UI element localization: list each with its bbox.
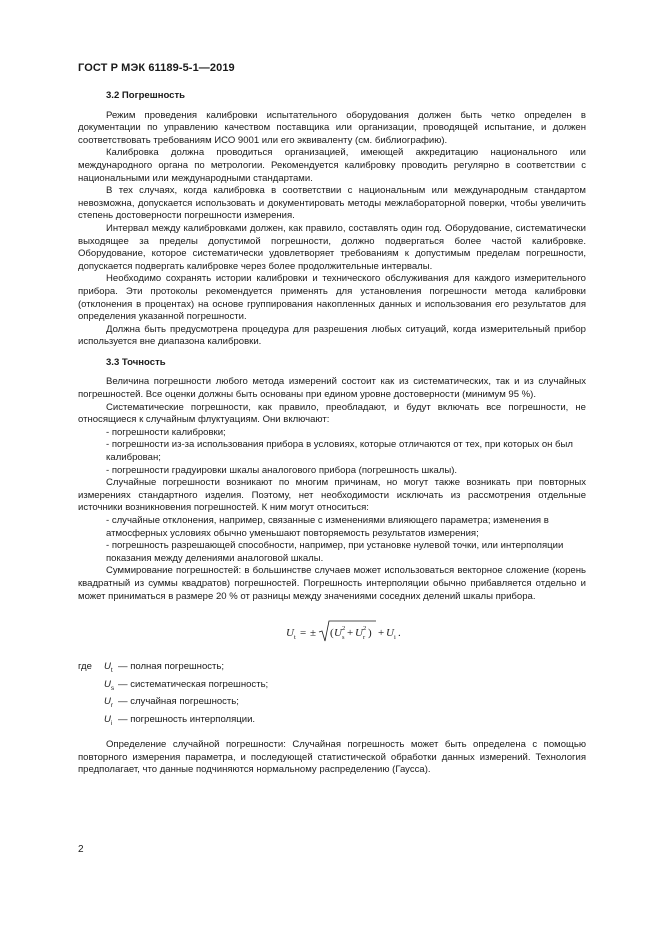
definition-text: — систематическая погрешность; bbox=[118, 678, 269, 690]
svg-text:2: 2 bbox=[342, 625, 346, 633]
list-item: - погрешность разрешающей способности, например, при установке нулевой точки, или интерполяции показания между делениями аналоговой шкалы. bbox=[106, 540, 564, 564]
svg-text:.: . bbox=[398, 627, 401, 640]
page-content bbox=[78, 90, 586, 777]
list-item: - погрешности из-за использования прибора в условиях, которые отличаются от тех, при которых он был калиброван; bbox=[106, 439, 573, 464]
symbol: $U_s$ bbox=[104, 678, 115, 692]
section-3-2-title: 3.2 Погрешность bbox=[106, 90, 186, 101]
svg-text:2: 2 bbox=[363, 625, 367, 633]
symbol-definitions bbox=[78, 661, 586, 731]
svg-text:s: s bbox=[342, 634, 345, 642]
svg-text:U: U bbox=[386, 627, 394, 640]
formula-graphic bbox=[286, 615, 406, 649]
paragraph: Величина погрешности любого метода измерений состоит как из систематических, так и из случайных погрешностей. Все оценки должны быть основаны при едином уровне достоверности (минимум 95 %). bbox=[78, 376, 586, 401]
paragraph: Суммирование погрешностей: в большинстве случаев может использоваться векторное сложение (корень квадратный из суммы квадратов) погрешностей. Погрешность интерполяции обычно прибавляется отдельно и может приниматься в размере 20 % от разницы между значениями соседних делений шкалы прибора. bbox=[78, 565, 586, 602]
svg-text:i: i bbox=[394, 634, 396, 642]
definition-row bbox=[78, 714, 586, 732]
paragraph: Определение случайной погрешности: Случайная погрешность может быть определена с помощью повторного измерения параметра, и последующей статистической обработки данных измерений. Технология предполагает, что данные подчиняются нормальному распределению (Гаусса). bbox=[78, 739, 586, 776]
total-error-formula bbox=[78, 615, 586, 649]
list-item: - случайные отклонения, например, связанные с изменениями влияющего параметра; изменения в атмосферных условиях обычно уменьшают повторяемость результатов измерения; bbox=[106, 515, 549, 539]
svg-text:U: U bbox=[355, 627, 363, 640]
definition-text: — погрешность интерполяции. bbox=[118, 713, 256, 725]
paragraph: В тех случаях, когда калибровка в соответствии с национальным или международным стандартом невозможна, допускается использовать и документировать методы межлабораторной поверки, чтобы увеличить степень достоверности погрешности измерения. bbox=[78, 185, 586, 222]
paragraph: Интервал между калибровками должен, как правило, составлять один год. Оборудование, систематически выходящее за пределы допустимой погрешности, должно подвергаться более частой калибровке. Оборудование, которое систематически удовлетворяет требованиям к допустимым пределам погрешности, допускается подвергать калибровке через более продолжительные интервалы. bbox=[78, 222, 586, 272]
standard-header: ГОСТ Р МЭК 61189-5-1—2019 bbox=[78, 62, 235, 74]
svg-text:r: r bbox=[363, 634, 366, 642]
svg-text:(: ( bbox=[330, 627, 334, 640]
paragraph: Необходимо сохранять истории калибровки и технического обслуживания для каждого измерительного прибора. Эти протоколы рекомендуется применять для установления погрешности метода калибровки (отклонения в процентах) на основе группирования накопленных данных и использования его результатов для определения указанной погрешности. bbox=[78, 273, 586, 323]
definition-row bbox=[78, 661, 586, 679]
symbol: $U_t$ bbox=[104, 661, 113, 675]
svg-text:±: ± bbox=[310, 627, 317, 640]
svg-text:+: + bbox=[347, 627, 354, 640]
symbol: $U_r$ bbox=[104, 696, 114, 710]
definition-text: — случайная погрешность; bbox=[118, 696, 239, 708]
section-3-3-title: 3.3 Точность bbox=[106, 356, 166, 368]
svg-text:): ) bbox=[368, 627, 372, 640]
list-item: - погрешности калибровки; bbox=[106, 426, 226, 438]
svg-text:+: + bbox=[378, 627, 385, 640]
paragraph: Случайные погрешности возникают по многим причинам, но могут также возникать при повторных измерениях стандартного изделия. Поэтому, нет необходимости исключать из рассмотрения отдельные источники возникновения погрешностей. К ним могут относиться: bbox=[78, 477, 586, 514]
paragraph: Систематические погрешности, как правило, преобладают, и будут включать все погрешности, не относящиеся к случайным флуктуациям. Они включают: bbox=[78, 401, 586, 426]
page-number: 2 bbox=[78, 844, 84, 855]
symbol: $U_i$ bbox=[104, 713, 113, 727]
svg-text:U: U bbox=[286, 627, 294, 640]
svg-text:=: = bbox=[300, 627, 307, 640]
list-item: - погрешности градуировки шкалы аналогового прибора (погрешность шкалы). bbox=[106, 464, 458, 476]
paragraph: Режим проведения калибровки испытательного оборудования должен быть четко определен в документации по управлению качеством поставщика или организации, проводящей испытание, и должен соответствовать требованиям ИСО 9001 или его эквиваленту (см. библиографию). bbox=[78, 109, 586, 146]
where-label: где bbox=[78, 661, 92, 673]
svg-text:U: U bbox=[334, 627, 342, 640]
definition-row bbox=[78, 679, 586, 697]
paragraph: Калибровка должна проводиться организацией, имеющей аккредитацию национального или международного органа по метрологии. Рекомендуется калибровку проводить регулярно в соответствии с национальными или международными стандартами. bbox=[78, 147, 586, 184]
paragraph: Должна быть предусмотрена процедура для разрешения любых ситуаций, когда измерительный прибор используется вне диапазона калибровки. bbox=[78, 323, 586, 348]
definition-text: — полная погрешность; bbox=[118, 661, 225, 673]
svg-text:t: t bbox=[294, 634, 296, 642]
definition-row bbox=[78, 696, 586, 714]
